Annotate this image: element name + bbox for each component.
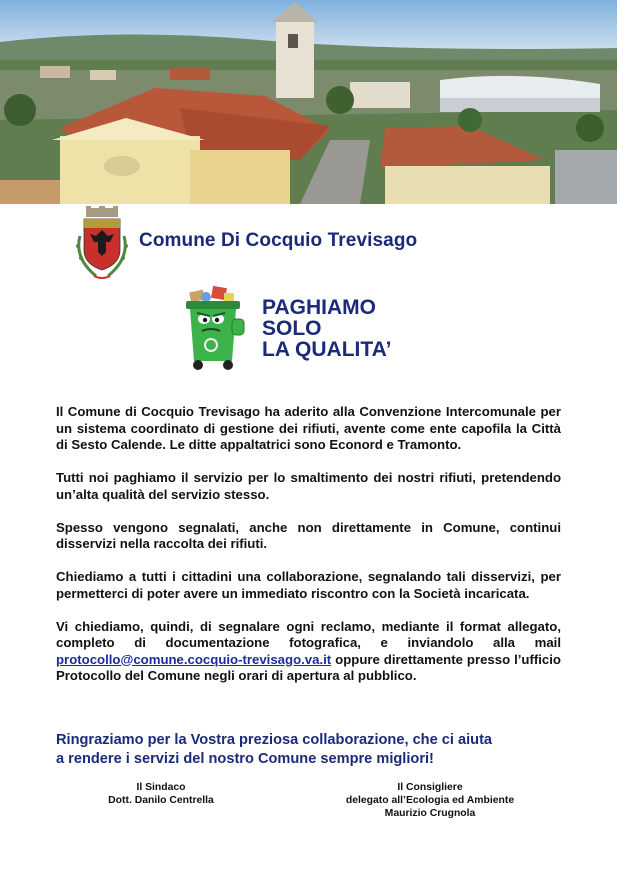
report-instructions-start: Vi chiediamo, quindi, di segnalare ogni reclamo, mediante il format allegato, completo di documentazione fotografica, e inviandolo alla mail [56,618,561,650]
thanks-line-1: Ringraziamo per la Vostra preziosa collaborazione, che ci aiuta [56,732,493,748]
protocol-email-link[interactable]: protocollo@comune.cocquio-trevisago.va.it [56,651,332,667]
mayor-name: Dott. Danilo Centrella [108,795,214,807]
paragraph-report-instructions [56,619,561,685]
municipality-header [72,206,592,282]
municipal-crest-icon [72,206,132,282]
councillor-subrole: delegato all’Ecologia ed Ambiente [345,795,515,807]
councillor-name: Maurizio Crugnola [384,808,476,820]
thanks-line-2: a rendere i servizi del nostro Comune sempre migliori! [56,751,434,767]
thanks-message [56,731,576,769]
councillor-signature [330,781,530,821]
councillor-role: Il Consigliere [397,782,463,793]
mayor-role: Il Sindaco [136,782,186,793]
slogan-line-3: LA QUALITA’ [262,338,392,361]
mayor-signature [86,781,236,807]
paragraph-convention: Il Comune di Cocquio Trevisago ha aderito alla Convenzione Intercomunale per un sistema coordinato di gestione dei rifiuti, avente come ente capofila la Città di Sesto Calende. Le ditte appaltatrici sono Econord e Tramonto. [56,404,561,452]
paragraph-collaboration: Chiediamo a tutti i cittadini una collaborazione, segnalando tali disservizi, per permetterci di poter avere un immediato riscontro con la Società incaricata. [56,569,561,601]
town-aerial-photo [0,0,617,204]
campaign-banner [182,285,442,375]
campaign-slogan [262,297,392,360]
paragraph-service-quality: Tutti noi paghiamo il servizio per lo smaltimento dei nostri rifiuti, pretendendo un’alta qualità del servizio stesso. [56,470,561,502]
town-aerial-photo-image [0,0,617,204]
paragraph-disservices: Spesso vengono segnalati, anche non direttamente in Comune, continui disservizi nella raccolta dei rifiuti. [56,519,561,551]
report-instructions-end: oppure direttamente presso l’ufficio Protocollo del Comune negli orari di apertura al pubblico. [56,651,561,683]
municipality-name: Comune Di Cocquio Trevisago [139,230,418,251]
slogan-line-2: SOLO [262,317,322,340]
green-recycling-bin-mascot-icon [182,285,246,371]
announcement-body [56,404,561,701]
slogan-line-1: PAGHIAMO [262,296,376,319]
